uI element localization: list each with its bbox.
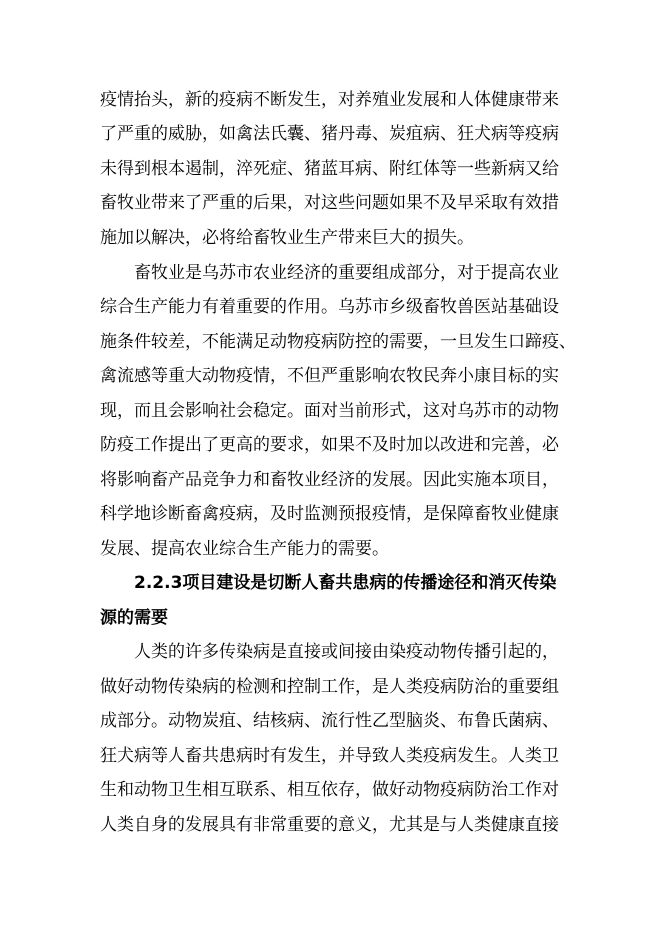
- paragraph-3-line-3: 成部分。动物炭疽、结核病、流行性乙型脑炎、布鲁氏菌病、: [100, 711, 559, 731]
- paragraph-2-line-1: 畜牧业是乌苏市农业经济的重要组成部分，对于提高农业: [134, 263, 559, 283]
- paragraph-2-line-5: 现，而且会影响社会稳定。面对当前形式，这对乌苏市的动物: [100, 401, 559, 421]
- paragraph-1-line-2: 了严重的威胁，如禽法氏囊、猪丹毒、炭疽病、狂犬病等疫病: [100, 124, 559, 144]
- paragraph-2-line-7: 将影响畜产品竞争力和畜牧业经济的发展。因此实施本项目，: [100, 470, 559, 490]
- paragraph-1-line-5: 施加以解决，必将给畜牧业生产带来巨大的损失。: [100, 228, 474, 248]
- section-heading-line-1: 2.2.3项目建设是切断人畜共患病的传播途径和消灭传染: [134, 573, 557, 593]
- section-heading-line-2: 源的需要: [100, 608, 168, 628]
- paragraph-2-line-4: 禽流感等重大动物疫情，不但严重影响农牧民奔小康目标的实: [100, 366, 559, 386]
- paragraph-3-line-6: 人类自身的发展具有非常重要的意义，尤其是与人类健康直接: [100, 815, 559, 835]
- paragraph-2-line-9: 发展、提高农业综合生产能力的需要。: [100, 539, 389, 559]
- paragraph-3-line-4: 狂犬病等人畜共患病时有发生，并导致人类疫病发生。人类卫: [100, 746, 559, 766]
- paragraph-1-line-1: 疫情抬头，新的疫病不断发生，对养殖业发展和人体健康带来: [100, 90, 559, 110]
- paragraph-2-line-8: 科学地诊断畜禽疫病，及时监测预报疫情，是保障畜牧业健康: [100, 504, 559, 524]
- paragraph-2-line-2: 综合生产能力有着重要的作用。乌苏市乡级畜牧兽医站基础设: [100, 297, 559, 317]
- paragraph-1-line-3: 未得到根本遏制，淬死症、猪蓝耳病、附红体等一些新病又给: [100, 159, 559, 179]
- paragraph-2-line-6: 防疫工作提出了更高的要求，如果不及时加以改进和完善，必: [100, 435, 559, 455]
- paragraph-3-line-2: 做好动物传染病的检测和控制工作，是人类疫病防治的重要组: [100, 677, 559, 697]
- paragraph-2-line-3: 施条件较差，不能满足动物疫病防控的需要，一旦发生口蹄疫、: [100, 332, 576, 352]
- paragraph-1-line-4: 畜牧业带来了严重的后果，对这些问题如果不及早采取有效措: [100, 193, 559, 213]
- paragraph-3-line-1: 人类的许多传染病是直接或间接由染疫动物传播引起的，: [134, 642, 559, 662]
- paragraph-3-line-5: 生和动物卫生相互联系、相互依存，做好动物疫病防治工作对: [100, 780, 559, 800]
